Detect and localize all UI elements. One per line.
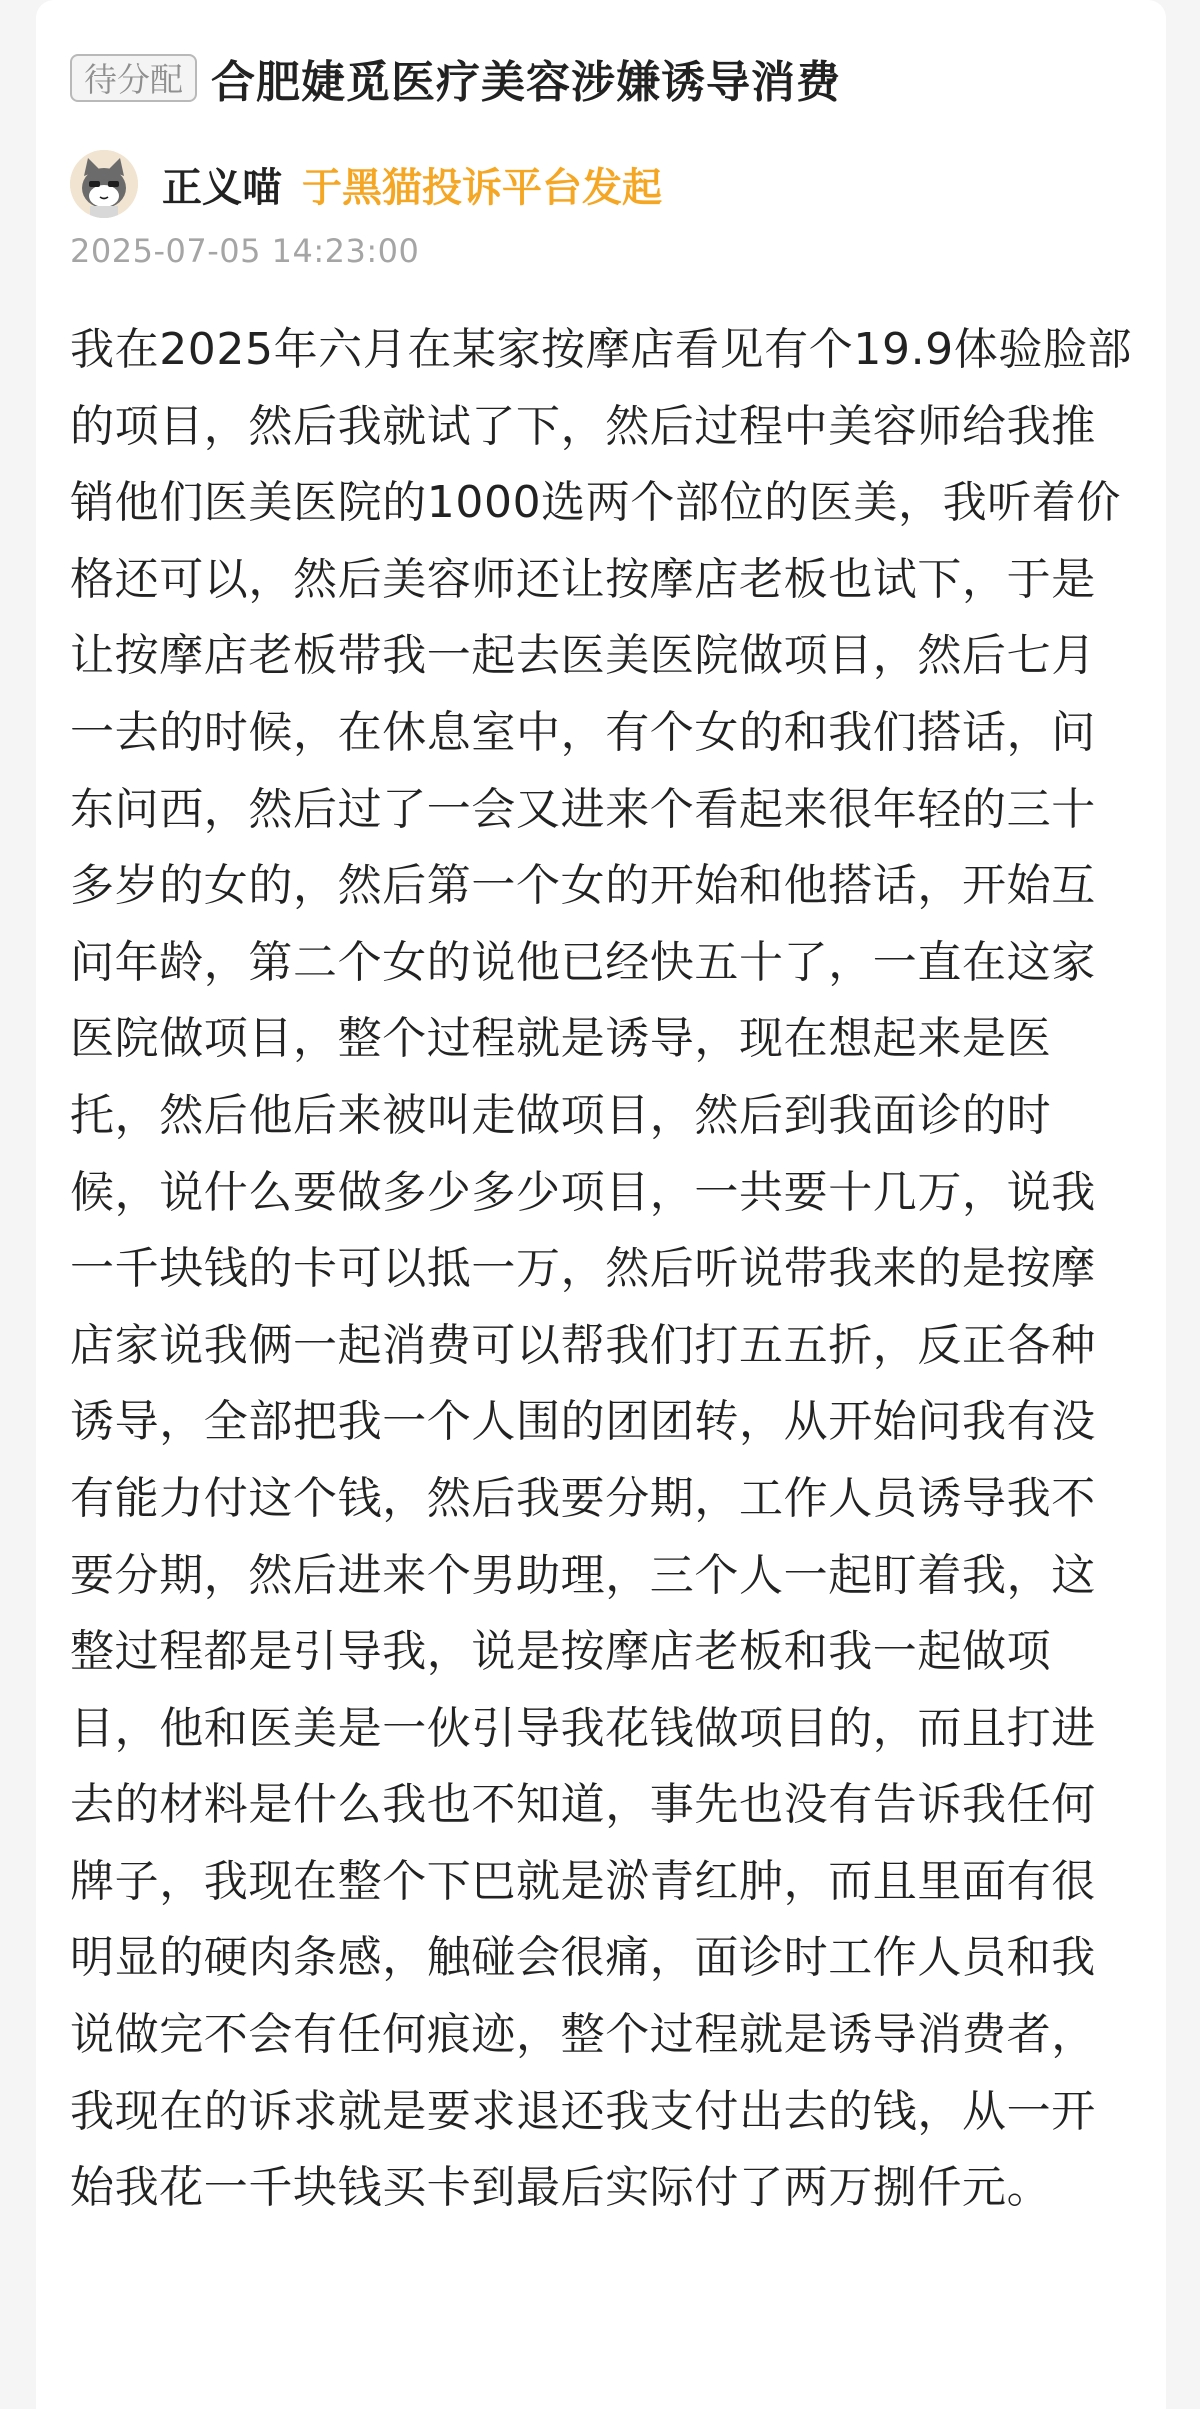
title-row <box>70 48 841 108</box>
author-row <box>70 150 662 218</box>
post-timestamp: 2025-07-05 14:23:00 <box>70 232 420 270</box>
cat-avatar-icon[interactable] <box>70 150 138 218</box>
page-title: 合肥婕觅医疗美容涉嫌诱导消费 <box>211 57 841 108</box>
status-badge: 待分配 <box>70 54 197 102</box>
complaint-card <box>36 0 1166 2409</box>
complaint-body: 我在2025年六月在某家按摩店看见有个19.9体验脸部的项目，然后我就试了下，然后过程中美容师给我推销他们医美医院的1000选两个部位的医美，我听着价格还可以，然后美容师还让按摩店老板也试下，于是让按摩店老板带我一起去医美医院做项目，然后七月一去的时候，在休息室中，有个女的和我们搭话，问东问西，然后过了一会又进来个看起来很年轻的三十多岁的女的，然后第一个女的开始和他搭话，开始互问年龄，第二个女的说他已经快五十了，一直在这家医院做项目，整个过程就是诱导，现在想起来是医托，然后他后来被叫走做项目，然后到我面诊的时候，说什么要做多少多少项目，一共要十几万，说我一千块钱的卡可以抵一万，然后听说带我来的是按摩店家说我俩一起消费可以帮我们打五五折，反正各种诱导，全部把我一个人围的团团转，从开始问我有没有能力付这个钱，然后我要分期，工作人员诱导我不要分期，然后进来个男助理，三个人一起盯着我，这整过程都是引导我，说是按摩店老板和我一起做项目，他和医美是一伙引导我花钱做项目的，而且打进去的材料是什么我也不知道，事先也没有告诉我任何牌子，我现在整个下巴就是淤青红肿，而且里面有很明显的硬肉条感，触碰会很痛，面诊时工作人员和我说做完不会有任何痕迹，整个过程就是诱导消费者，我现在的诉求就是要求退还我支付出去的钱，从一开始我花一千块钱买卡到最后实际付了两万捌仟元。 <box>70 324 1133 2214</box>
author-name[interactable]: 正义喵 <box>162 164 282 211</box>
source-platform-label[interactable]: 于黑猫投诉平台发起 <box>302 164 662 211</box>
